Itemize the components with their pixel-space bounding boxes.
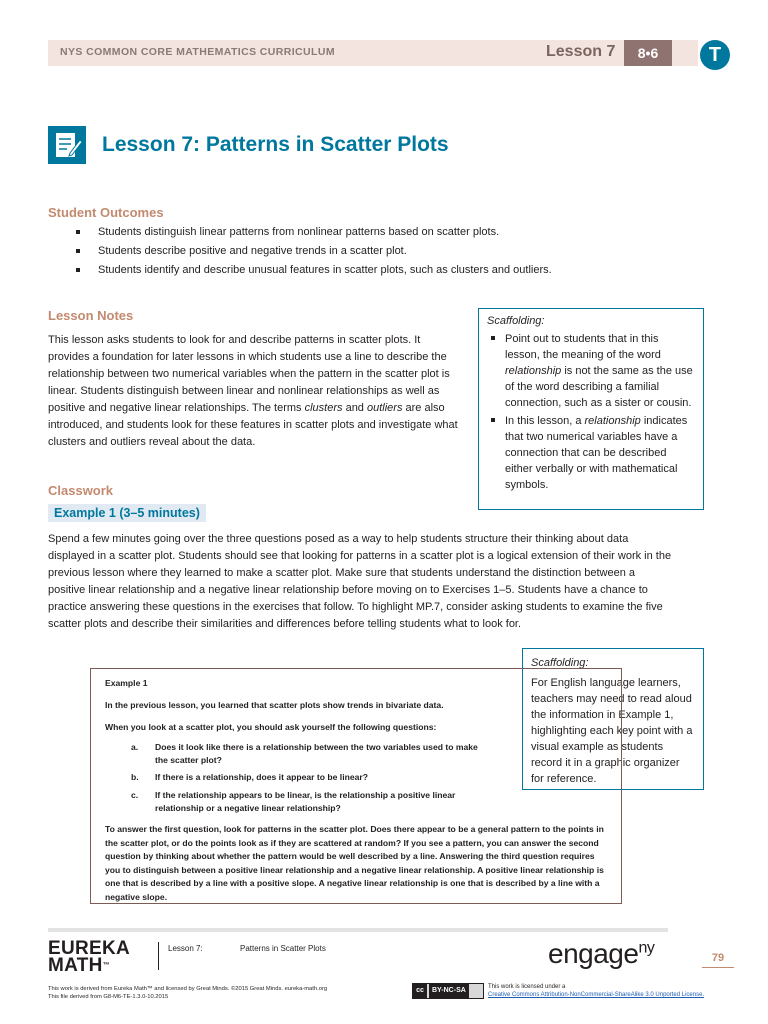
question-letter: c. xyxy=(131,790,139,800)
outcome-item: Students identify and describe unusual features in scatter plots, such as clusters and outliers. xyxy=(72,264,672,276)
lesson-notes-text: This lesson asks students to look for and describe patterns in scatter plots. It provides a foundation for later lessons in which students use a line to describe the relationship between two numerical variables when the pattern in the scatter plot is linear. Students distinguish between linear and nonlinear relationships as well as positive and negative linear relationships. The terms xyxy=(48,334,450,414)
term-outliers: outliers xyxy=(366,402,403,414)
logo-text: MATH xyxy=(48,955,103,976)
license-line: This work is licensed under a xyxy=(488,984,566,990)
logo-line: EUREKA xyxy=(48,938,131,959)
example-closing: To answer the first question, look for patterns in the scatter plot. Does there appear to be a general pattern to the points in the scatter plot, or do the points look as if they are scattered at random? If you see a pattern, you can answer the second question by thinking about whether the pattern would be well described by a line. Answering the third question requires you to distinguish between a positive linear relationship and a negative linear relationship. A positive linear relationship is one that is described by a line with a positive slope. A negative linear relationship is one that is described by a line with a negative slope. xyxy=(105,824,604,902)
outcomes-list xyxy=(72,226,672,283)
ny-text: ny xyxy=(638,939,655,957)
question-item xyxy=(131,789,481,815)
question-text: If there is a relationship, does it appear to be linear? xyxy=(155,772,368,782)
example-box-title: Example 1 xyxy=(105,678,148,688)
engage-text: engage xyxy=(548,938,639,969)
eureka-math-logo xyxy=(48,940,130,974)
cc-license-badge[interactable] xyxy=(412,983,484,999)
scaffolding-text: indicates that two numerical variables have a connection that can be described either verbally or with mathematical symbols. xyxy=(505,415,688,491)
notebook-pencil-icon xyxy=(48,126,86,164)
trademark: ™ xyxy=(102,962,110,969)
cc-badge-text: BY-NC-SA xyxy=(429,984,469,998)
grade-module-badge: 8•6 xyxy=(624,40,672,66)
scaffolding-item xyxy=(487,331,695,411)
scaffolding-box xyxy=(478,308,704,510)
copyright-line: This work is derived from Eureka Math™ and licensed by Great Minds. ©2015 Great Minds. eureka-math.org xyxy=(48,986,328,992)
teacher-badge: T xyxy=(700,40,730,70)
example-box xyxy=(90,668,622,904)
term-relationship: relationship xyxy=(584,415,641,427)
question-text: If the relationship appears to be linear, is the relationship a positive linear relationship or a negative linear relationship? xyxy=(155,790,456,813)
engageny-logo xyxy=(548,938,654,970)
lesson-notes-text: and xyxy=(342,402,367,414)
outcome-item: Students distinguish linear patterns from nonlinear patterns based on scatter plots. xyxy=(72,226,672,238)
footer-lesson-title: Patterns in Scatter Plots xyxy=(240,944,326,953)
scaffolding-text: Point out to students that in this lesson, the meaning of the word xyxy=(505,333,661,361)
classwork-paragraph: Spend a few minutes going over the three questions posed as a way to help students structure their thinking about data displayed in a scatter plot. Students should see that looking for patterns in a scatter plot is a logical extension of their work in the previous lesson where they learned to make a scatter plot. Make sure that students understand the distinction between a positive linear relationship and a negative linear relationship before moving on to Exercises 1–5. Students have a chance to practice answering these questions in the exercises that follow. To highlight MP.7, consider asking students to examine the five scatter plots and describe their similarities and differences before telling students what to look for. xyxy=(48,533,672,630)
license-link[interactable]: Creative Commons Attribution-NonCommercial-ShareAlike 3.0 Unported License. xyxy=(488,992,705,998)
lesson-notes-heading: Lesson Notes xyxy=(48,308,134,323)
scaffolding-text: In this lesson, a xyxy=(505,415,585,427)
question-letter: b. xyxy=(131,772,139,782)
license-notice xyxy=(488,983,738,999)
lesson-notes-paragraph xyxy=(48,332,460,451)
page-title: Lesson 7: Patterns in Scatter Plots xyxy=(102,133,449,156)
scaffolding-text: is not the same as the use of the word describing a familial connection, such as a sister or cousin. xyxy=(505,365,693,409)
scaffolding-item xyxy=(487,413,695,493)
footer-lesson: Lesson 7: xyxy=(168,944,203,953)
outcome-item: Students describe positive and negative trends in a scatter plot. xyxy=(72,245,672,257)
cc-icon: cc xyxy=(413,984,427,998)
scaffolding-list xyxy=(487,331,695,493)
question-text: Does it look like there is a relationship between the two variables used to make the scatter plot? xyxy=(155,742,478,765)
scaffolding-label: Scaffolding: xyxy=(487,315,545,327)
example-heading: Example 1 (3–5 minutes) xyxy=(48,504,206,522)
student-outcomes-heading: Student Outcomes xyxy=(48,205,164,220)
footer-divider xyxy=(48,928,668,932)
scaffolding-text: For English language learners, teachers may need to read aloud the information in Example 1, highlighting each key point with a visual example as students record it in a graphic organizer for reference. xyxy=(531,677,693,785)
lesson-notes-text: are also introduced, and students look for these features in scatter plots and investigate what clusters and outliers reveal about the data. xyxy=(48,402,458,448)
footer-separator xyxy=(158,942,159,970)
example-ask: When you look at a scatter plot, you should ask yourself the following questions: xyxy=(105,722,437,732)
scaffolding-label: Scaffolding: xyxy=(531,657,589,669)
header-lesson: Lesson 7 xyxy=(546,43,616,60)
term-relationship: relationship xyxy=(505,365,562,377)
copyright-notice xyxy=(48,985,408,1001)
page-number: 79 xyxy=(702,952,734,968)
curriculum-title: NYS COMMON CORE MATHEMATICS CURRICULUM xyxy=(60,46,335,58)
example-intro: In the previous lesson, you learned that scatter plots show trends in bivariate data. xyxy=(105,700,444,710)
question-item xyxy=(131,741,481,767)
question-letter: a. xyxy=(131,742,139,752)
question-item xyxy=(131,771,481,785)
term-clusters: clusters xyxy=(304,402,343,414)
classwork-heading: Classwork xyxy=(48,483,114,498)
copyright-line: This file derived from G8-M6-TE-1.3.0-10.2015 xyxy=(48,994,169,1000)
logo-line xyxy=(48,957,130,974)
